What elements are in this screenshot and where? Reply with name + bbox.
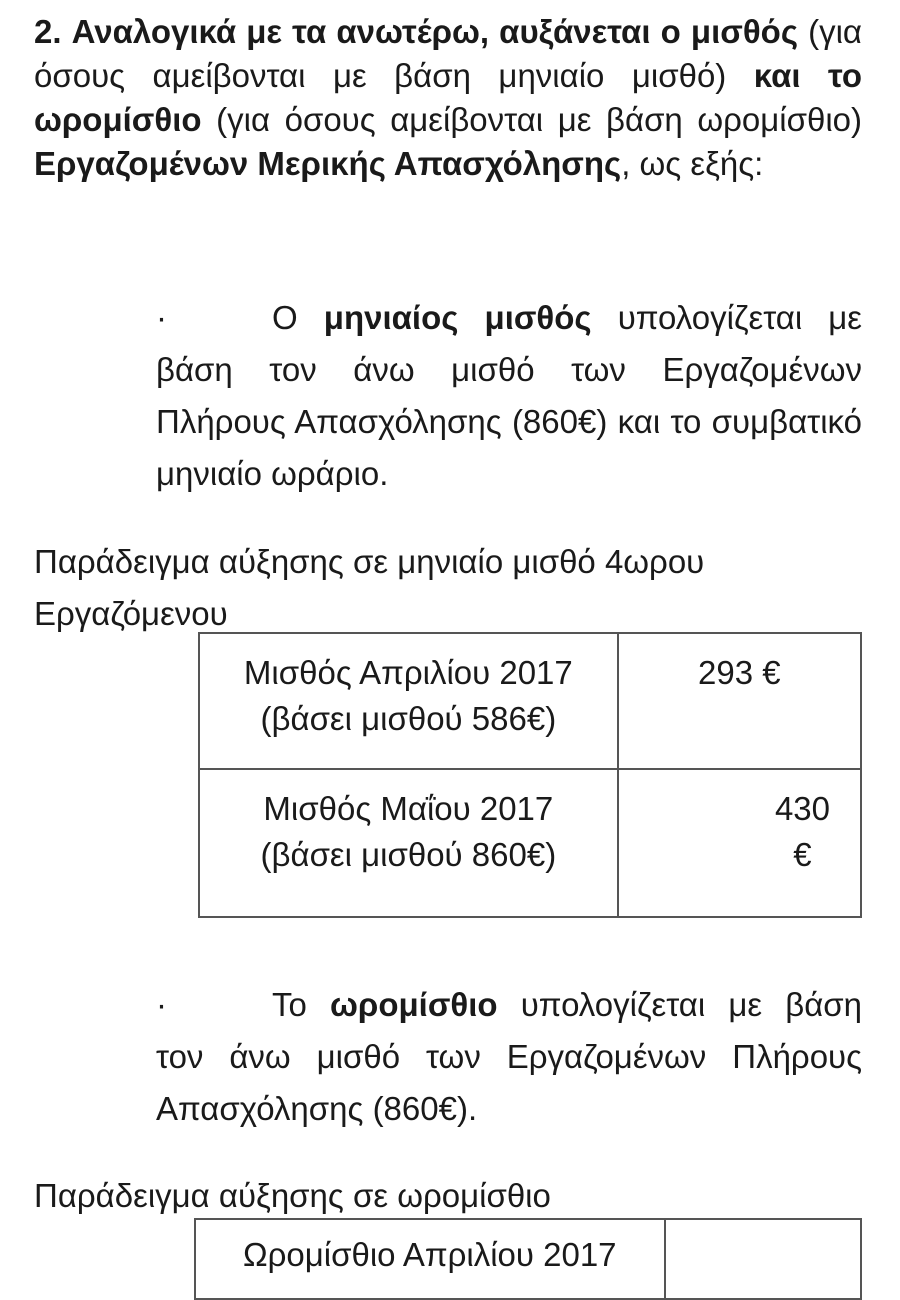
- intro-tail: , ως εξής:: [621, 145, 764, 182]
- item-number: 2.: [34, 13, 62, 50]
- cell-label-line2: (βάσει μισθού 586€): [260, 700, 557, 737]
- bullet-bold: ωρομίσθιο: [330, 986, 498, 1023]
- example-caption-monthly: Παράδειγμα αύξησης σε μηνιαίο μισθό 4ωρου Εργαζόμενου: [34, 543, 705, 632]
- table-row: [199, 633, 861, 769]
- bullet-text: υπολογίζεται με βάση τον άνω μισθό των Εργαζομένων Πλήρους Απασχόλησης (860€).: [156, 986, 862, 1127]
- cell-value-line1: 293 €: [698, 654, 781, 691]
- monthly-example-table: [198, 632, 862, 918]
- cell-label-line1: Ωρομίσθιο Απριλίου 2017: [242, 1236, 617, 1273]
- cell-label-line2: (βάσει μισθού 860€): [260, 836, 557, 873]
- cell-value-wrap: [775, 786, 830, 878]
- intro-bold-hourly: και το ωρομίσθιο: [34, 57, 863, 138]
- table-row: [195, 1219, 861, 1299]
- bullet-prefix: Ο: [272, 299, 298, 336]
- table-cell-label: [199, 769, 618, 917]
- intro-bold-parttime: Εργαζομένων Μερικής Απασχόλησης: [34, 145, 622, 182]
- table-cell-value: [618, 633, 861, 769]
- example-caption-hourly: Παράδειγμα αύξησης σε ωρομίσθιο: [34, 1177, 551, 1214]
- cell-label-line1: Μισθός Μαΐου 2017: [263, 790, 554, 827]
- bullet-monthly-salary: [156, 292, 862, 500]
- table-cell-value: [618, 769, 861, 917]
- intro-paren-hourly: (για όσους αμείβονται με βάση ωρομίσθιο): [216, 101, 862, 138]
- intro-paragraph: [34, 10, 862, 186]
- intro-bold-lead: Αναλογικά με τα ανωτέρω, αυξάνεται ο μισθός: [71, 13, 798, 50]
- bullet-hourly-wage: [156, 979, 862, 1135]
- table-cell-value: [665, 1219, 861, 1299]
- cell-value-line1: 430: [774, 790, 830, 827]
- bullet-prefix: Το: [272, 986, 307, 1023]
- hourly-example-table: [194, 1218, 862, 1300]
- table-row: [199, 769, 861, 917]
- cell-value-line2: €: [793, 836, 812, 873]
- bullet-bold: μηνιαίος μισθός: [323, 299, 592, 336]
- bullet-text: υπολογίζεται με βάση τον άνω μισθό των Εργαζομένων Πλήρους Απασχόλησης (860€) και το συμβατικό μηνιαίο ωράριο.: [156, 299, 862, 492]
- table-cell-label: [195, 1219, 665, 1299]
- cell-label-line1: Μισθός Απριλίου 2017: [243, 654, 573, 691]
- bullet-dot: ·: [156, 986, 167, 1023]
- table-cell-label: [199, 633, 618, 769]
- intro-paren-monthly: (για όσους αμείβονται με βάση μηνιαίο μισθό): [34, 13, 862, 94]
- bullet-dot: ·: [156, 299, 167, 336]
